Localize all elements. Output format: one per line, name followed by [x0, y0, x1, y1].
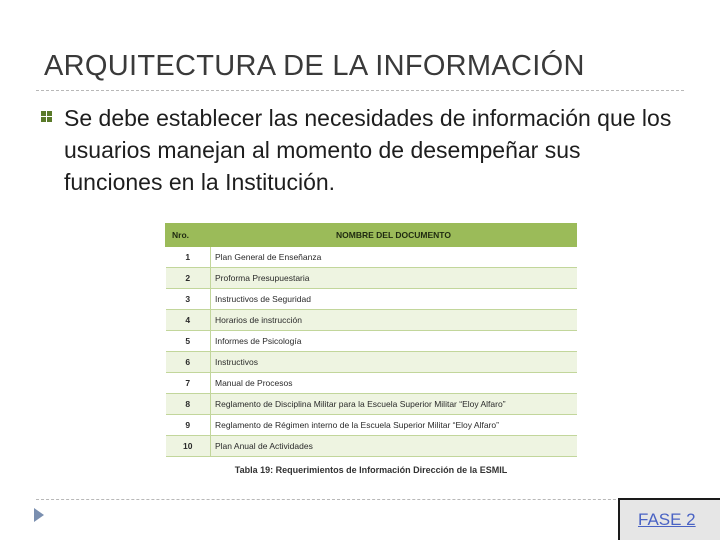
row-number: 4	[166, 310, 211, 331]
table-header-row	[166, 224, 577, 247]
table-row	[166, 373, 577, 394]
table-row	[166, 331, 577, 352]
document-name: Plan Anual de Actividades	[211, 436, 577, 457]
document-name: Proforma Presupuestaria	[211, 268, 577, 289]
document-name: Instructivos de Seguridad	[211, 289, 577, 310]
table-row	[166, 352, 577, 373]
play-arrow-icon	[33, 507, 45, 528]
column-header-name: NOMBRE DEL DOCUMENTO	[211, 224, 577, 247]
row-number: 6	[166, 352, 211, 373]
square-bullet-icon	[40, 110, 54, 129]
row-number: 9	[166, 415, 211, 436]
table-row	[166, 289, 577, 310]
table-row	[166, 394, 577, 415]
row-number: 7	[166, 373, 211, 394]
footer-divider	[36, 499, 636, 500]
document-name: Instructivos	[211, 352, 577, 373]
document-name: Reglamento de Disciplina Militar para la Escuela Superior Militar “Eloy Alfaro”	[211, 394, 577, 415]
table-row	[166, 268, 577, 289]
table-row	[166, 436, 577, 457]
row-number: 3	[166, 289, 211, 310]
row-number: 8	[166, 394, 211, 415]
document-name: Plan General de Enseñanza	[211, 247, 577, 268]
fase-2-link[interactable]: FASE 2	[638, 510, 696, 529]
row-number: 5	[166, 331, 211, 352]
document-table	[165, 223, 577, 457]
slide-title: ARQUITECTURA DE LA INFORMACIÓN	[44, 50, 585, 82]
document-name: Horarios de instrucción	[211, 310, 577, 331]
document-name: Informes de Psicología	[211, 331, 577, 352]
table-caption: Tabla 19: Requerimientos de Información Dirección de la ESMIL	[234, 465, 508, 475]
bullet-text: Se debe establecer las necesidades de información que los usuarios manejan al momento de desempeñar sus funciones en la Institución.	[64, 105, 672, 195]
document-name: Manual de Procesos	[211, 373, 577, 394]
table-row	[166, 415, 577, 436]
document-name: Reglamento de Régimen interno de la Escuela Superior Militar “Eloy Alfaro”	[211, 415, 577, 436]
table-row	[166, 310, 577, 331]
table-row	[166, 247, 577, 268]
bullet-point	[40, 102, 680, 198]
row-number: 10	[166, 436, 211, 457]
title-divider	[36, 90, 684, 91]
column-header-nro: Nro.	[166, 224, 211, 247]
row-number: 2	[166, 268, 211, 289]
row-number: 1	[166, 247, 211, 268]
